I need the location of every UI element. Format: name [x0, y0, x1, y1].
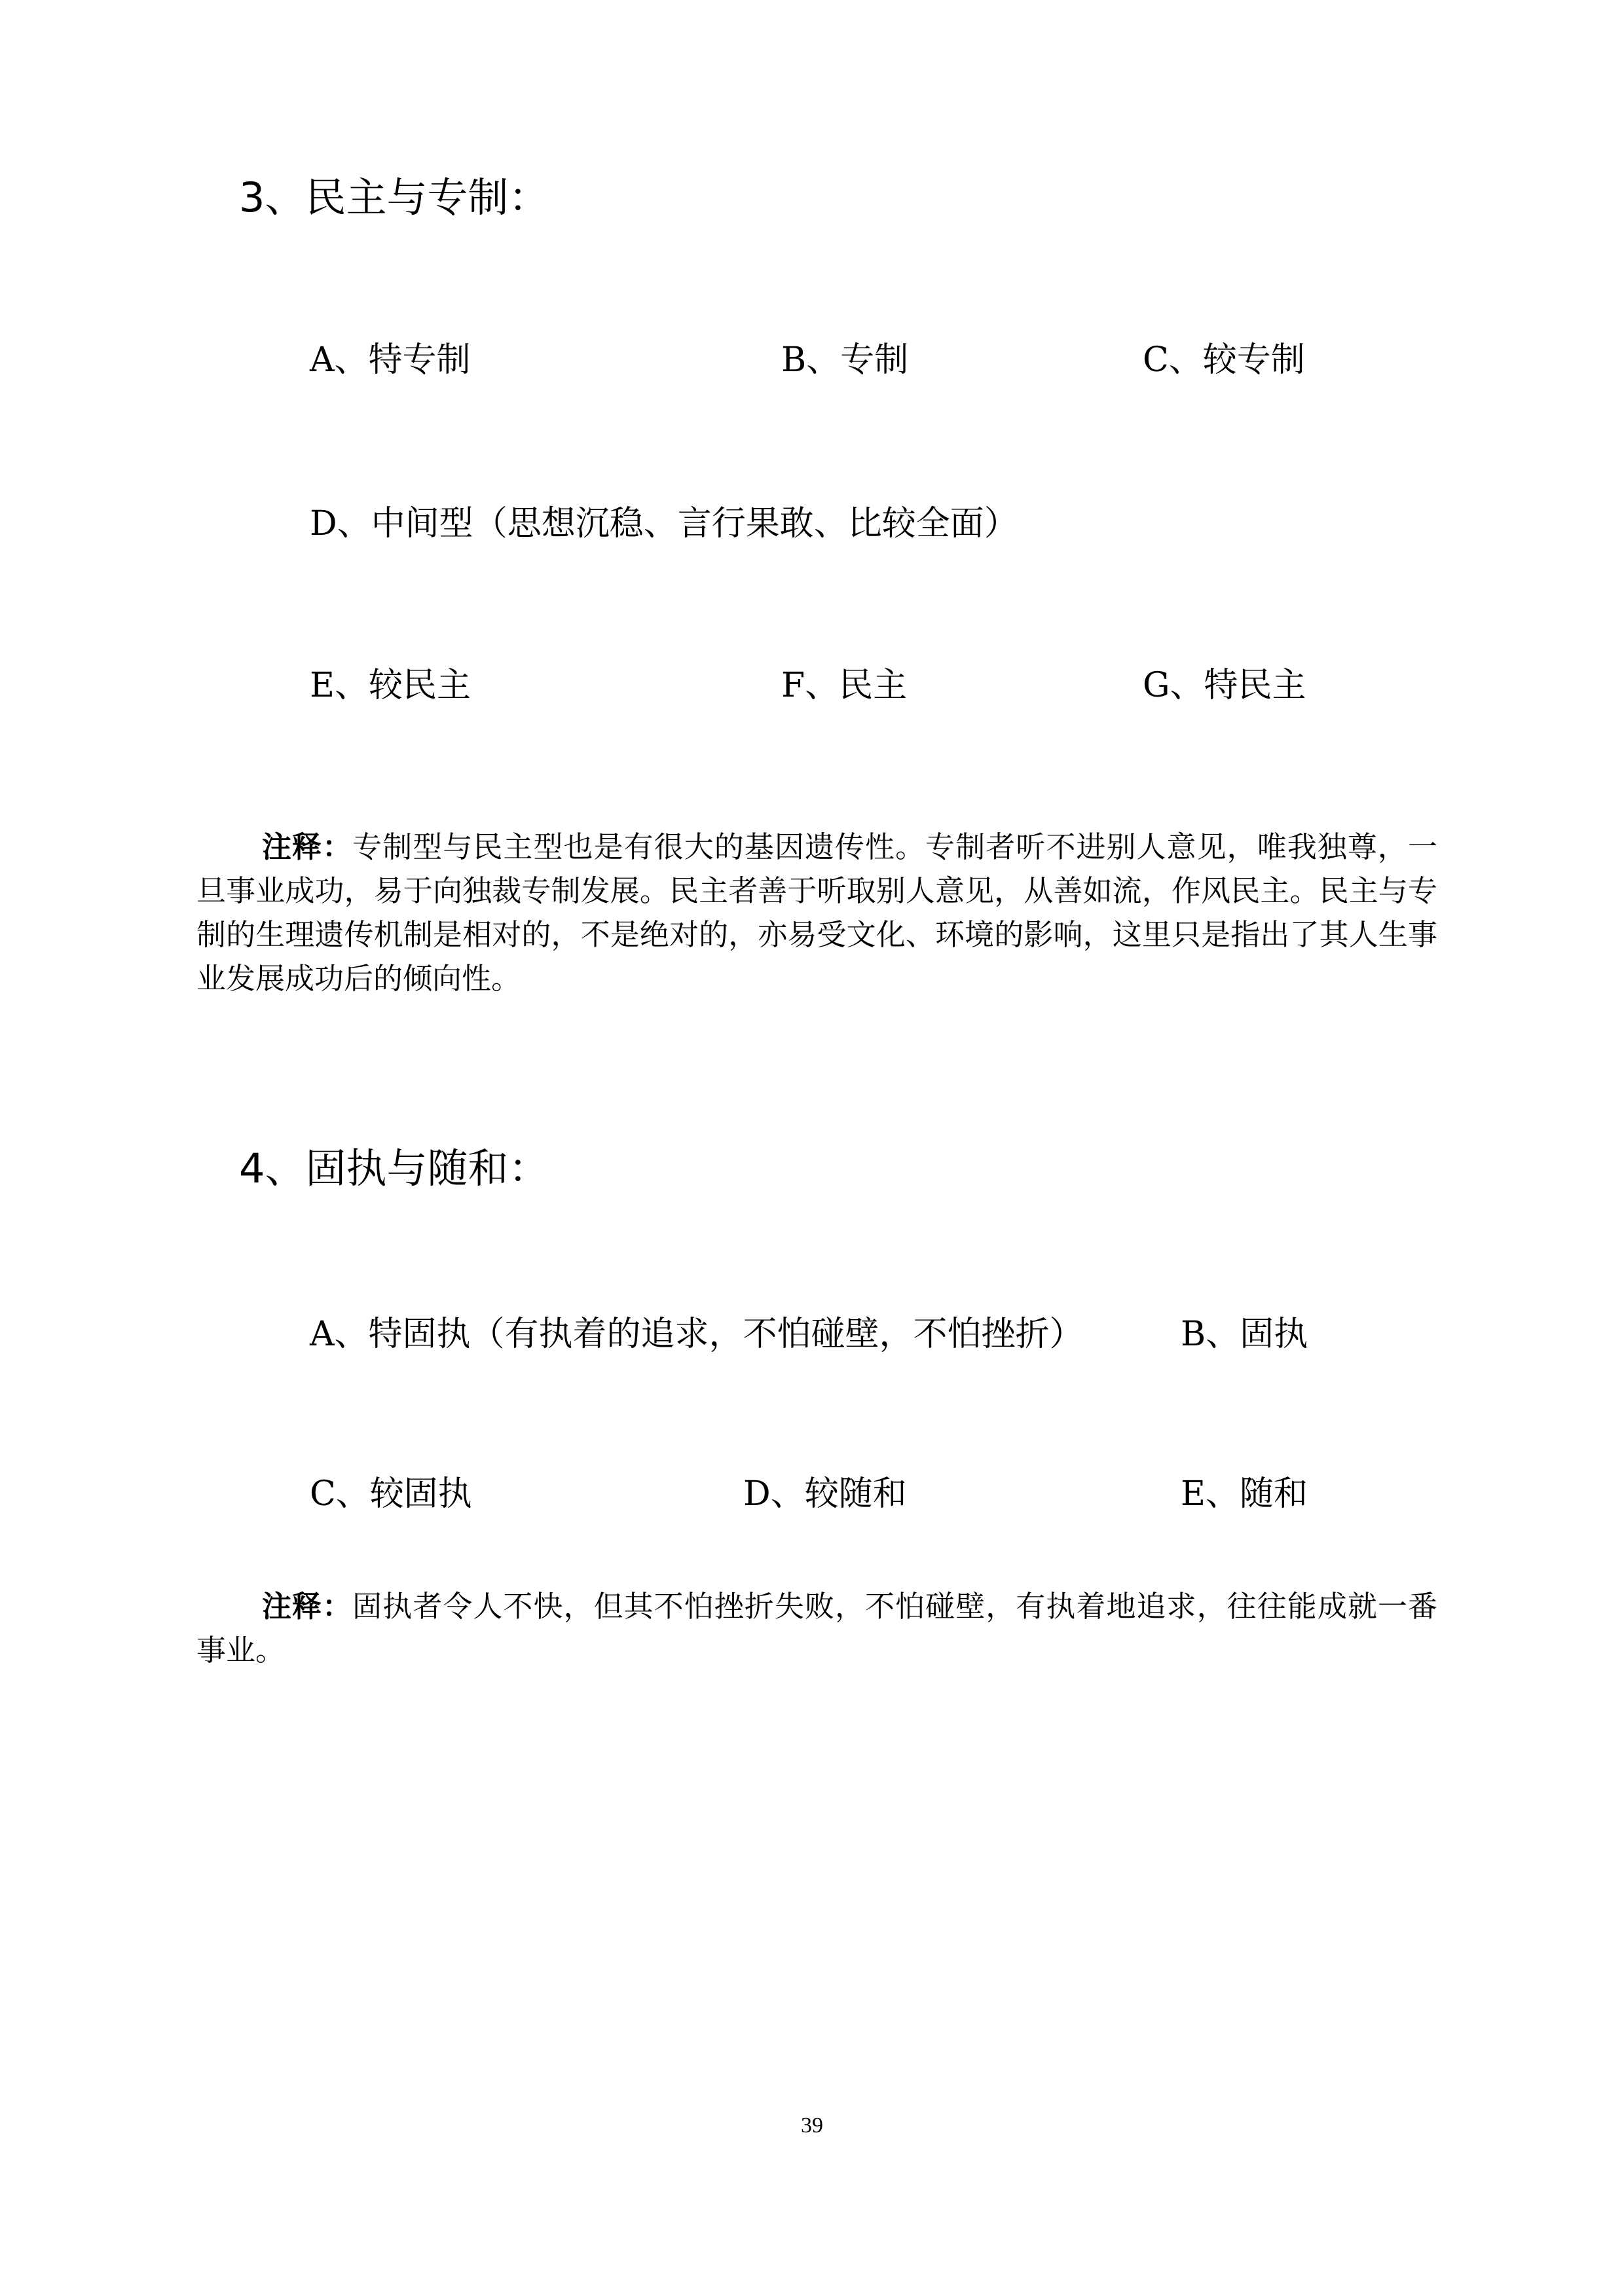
section-3-option-d: D、中间型（思想沉稳、言行果敢、比较全面）	[310, 504, 1018, 543]
section-4-option-c: C、较固执	[310, 1474, 472, 1514]
section-3-option-f: F、民主	[781, 666, 908, 705]
section-3-option-c: C、较专制	[1143, 340, 1305, 380]
section-4-option-a: A、特固执（有执着的追求，不怕碰壁，不怕挫折）	[310, 1315, 1084, 1354]
section-3-note-text: 专制型与民主型也是有很大的基因遗传性。专制者听不进别人意见，唯我独尊，一旦事业成功，易于向独裁专制发展。民主者善于听取别人意见，从善如流，作风民主。民主与专制的生理遗传机制是相对的，不是绝对的，亦易受文化、环境的影响，这里只是指出了其人生事业发展成功后的倾向性。	[196, 829, 1437, 996]
section-4-option-d: D、较随和	[743, 1474, 907, 1514]
page-number: 39	[801, 2113, 823, 2138]
section-3-option-b: B、专制	[781, 340, 909, 380]
section-3-note-label: 注释：	[262, 829, 353, 864]
section-4-option-e: E、随和	[1181, 1474, 1308, 1514]
section-3-heading: 3、民主与专制：	[239, 173, 549, 221]
section-3-option-a: A、特专制	[310, 340, 471, 380]
section-4-heading: 4、固执与随和：	[239, 1144, 549, 1192]
section-4-note-label: 注释：	[262, 1589, 353, 1624]
section-3-option-g: G、特民主	[1143, 666, 1306, 705]
section-3-note	[196, 825, 1437, 1000]
section-4-note	[196, 1584, 1437, 1672]
section-4-option-b: B、固执	[1181, 1315, 1308, 1354]
section-4-note-text: 固执者令人不快，但其不怕挫折失败，不怕碰壁，有执着地追求，往往能成就一番事业。	[196, 1589, 1437, 1667]
section-3-option-e: E、较民主	[310, 666, 471, 705]
